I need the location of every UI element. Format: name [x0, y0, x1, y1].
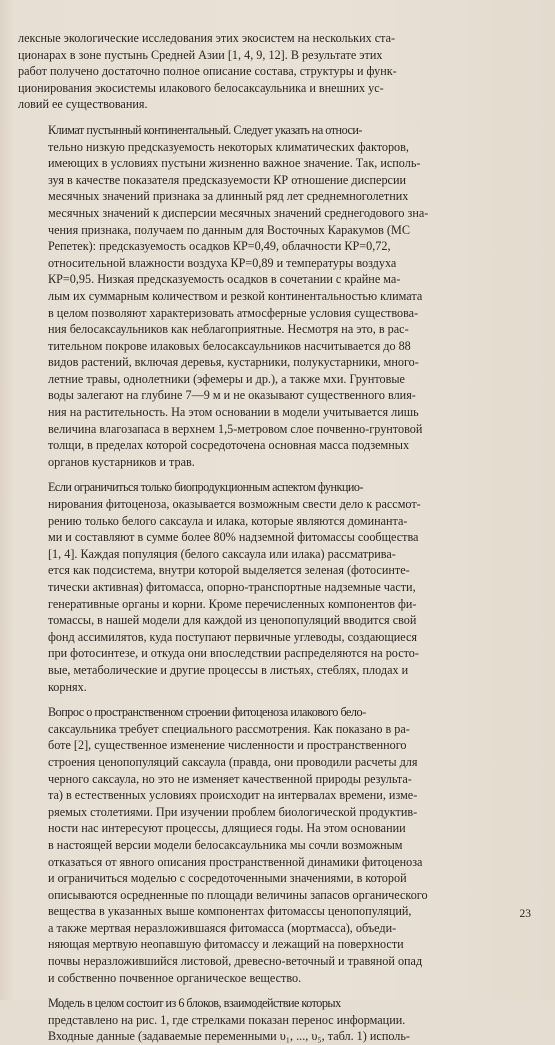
text-line: та) в естественных условиях происходит на интервалах времени, изме- — [48, 788, 418, 803]
text-line: няющая мертвую неопавшую фитомассу и лежащий на поверхности — [48, 937, 404, 952]
text-line: лым их суммарным количеством и резкой континентальностью климата — [48, 288, 423, 303]
text-line: ционирования экосистемы илакового белосаксаульника и внешних ус- — [18, 80, 384, 95]
text-line: летние травы, однолетники (эфемеры и др.), а также мхи. Грунтовые — [48, 371, 405, 386]
text-line: ности нас интересуют процессы, длящиеся годы. На этом основании — [48, 821, 406, 836]
text-line: боте [2], существенное изменение численности и пространственного — [48, 738, 407, 753]
text-line: представлено на рис. 1, где стрелками показан перенос информации. — [48, 1012, 406, 1027]
text-line: работ получено достаточно полное описание состава, структуры и функ- — [18, 64, 397, 79]
text-line: ния белосаксаульников как неблагоприятные. Несмотря на это, в рас- — [48, 322, 409, 337]
text-line: величина влагозапаса в верхнем 1,5-метровом слое почвенно-грунтовой — [48, 421, 423, 436]
text-line: а также мертвая неразложившаяся фитомасса (мортмасса), объеди- — [48, 920, 397, 935]
paragraph — [18, 704, 531, 986]
text-line: толщи, в пределах которой сосредоточена основная масса подземных — [48, 438, 410, 453]
text-line: черного саксаула, но это не изменяет качественной природы результа- — [48, 771, 412, 786]
text-line: Входные данные (задаваемые переменными υ₁, ..., υ₅, табл. 1) исполь- — [48, 1029, 410, 1044]
text-line: воды залегают на глубине 7—9 м и не оказывают существенного влия- — [48, 388, 416, 403]
text-line: Модель в целом состоит из 6 блоков, взаимодействие которых — [48, 996, 341, 1011]
paragraph — [18, 122, 531, 470]
text-line: при фотосинтезе, и откуда они впоследствии распределяются на росто- — [48, 646, 419, 661]
text-line: [1, 4]. Каждая популяция (белого саксаула или илака) рассматрива- — [48, 546, 396, 561]
text-line: КР=0,95. Низкая предсказуемость осадков в сочетании с крайне ма- — [48, 272, 401, 287]
text-line: относительной влажности воздуха КР=0,89 и температуры воздуха — [48, 255, 397, 270]
text-line: в целом позволяют характеризовать атмосферные условия существова- — [48, 305, 419, 320]
text-line: органов кустарников и трав. — [48, 454, 195, 469]
text-line: вые, метаболические и другие процессы в листьях, стеблях, плодах и — [48, 662, 409, 677]
text-line: ется как подсистема, внутри которой выделяется зеленая (фотосинте- — [48, 563, 410, 578]
text-line: видов растений, включая деревья, кустарники, полукустарники, много- — [48, 355, 419, 370]
text-line: нирования фитоценоза, оказывается возможным свести дело к рассмот- — [48, 497, 421, 512]
text-line: Если ограничиться только биопродукционным аспектом функцио- — [48, 480, 364, 495]
text-line: Климат пустынный континентальный. Следует указать на относи- — [48, 122, 362, 137]
text-line: фонд ассимилятов, куда поступают первичные углеводы, создающиеся — [48, 629, 418, 644]
text-line: томассы, в нашей модели для каждой из ценопопуляций вводится свой — [48, 613, 417, 628]
text-line: в настоящей версии модели белосаксаульника мы сочли возможным — [48, 837, 403, 852]
text-line: месячных значений к дисперсии месячных значений среднегодового зна- — [48, 205, 429, 220]
text-line: ловий ее существования. — [18, 97, 148, 112]
text-line: почвы неразложившийся листовой, древесно-веточный и травяной опад — [48, 954, 423, 969]
text-body — [18, 30, 531, 1045]
text-line: и ограничиться моделью с сосредоточенными значениями, в которой — [48, 871, 407, 886]
text-line: рению только белого саксаула и илака, которые являются доминанта- — [48, 513, 408, 528]
text-line: ряемых столетиями. При изучении проблем биологической продуктив- — [48, 804, 418, 819]
page-number: 23 — [519, 908, 531, 920]
text-line: лексные экологические исследования этих экосистем на нескольких ста- — [18, 31, 396, 45]
text-line: и собственно почвенное органическое вещество. — [48, 970, 302, 985]
text-line: ния на растительность. На этом основании в модели учитывается лишь — [48, 405, 419, 420]
text-line: чения признака, получаем по данным для Восточных Каракумов (МС — [48, 222, 410, 237]
paragraph — [18, 30, 531, 113]
text-line: Вопрос о пространственном строении фитоценоза илакового бело- — [48, 705, 366, 720]
paragraph — [18, 479, 531, 695]
text-line: ционарах в зоне пустынь Средней Азии [1, 4, 9, 12]. В результате этих — [18, 47, 383, 62]
text-line: имеющих в условиях пустыни жизненно важное значение. Так, исполь- — [48, 156, 421, 171]
text-line: зуя в качестве показателя предсказуемости КР отношение дисперсии — [48, 172, 406, 187]
text-line: ми и составляют в сумме более 80% надземной фитомассы сообщества — [48, 530, 419, 545]
text-line: саксаульника требует специального рассмотрения. Как показано в ра- — [48, 721, 410, 736]
paragraph — [18, 995, 531, 1045]
text-line: вещества в указанных выше компонентах фитомассы ценопопуляций, — [48, 904, 412, 919]
text-line: тически активная) фитомасса, опорно-транспортные надземные части, — [48, 580, 416, 594]
text-line: Репетек): предсказуемость осадков КР=0,49, облачности КР=0,72, — [48, 239, 391, 254]
text-line: корнях. — [48, 679, 87, 694]
text-line: тельно низкую предсказуемость некоторых климатических факторов, — [48, 139, 409, 154]
text-line: строения ценопопуляций саксаула (правда, они проводили расчеты для — [48, 754, 418, 769]
text-line: месячных значений признака за длинный ряд лет среднемноголетних — [48, 189, 409, 204]
text-line: отказаться от явного описания пространственной динамики фитоценоза — [48, 854, 423, 869]
text-line: генеративные органы и корни. Кроме перечисленных компонентов фи- — [48, 596, 417, 611]
text-line: тительном покрове илаковых белосаксаульников насчитывается до 88 — [48, 338, 411, 353]
text-line: описываются осредненные по площади величины запасов органического — [48, 887, 428, 902]
